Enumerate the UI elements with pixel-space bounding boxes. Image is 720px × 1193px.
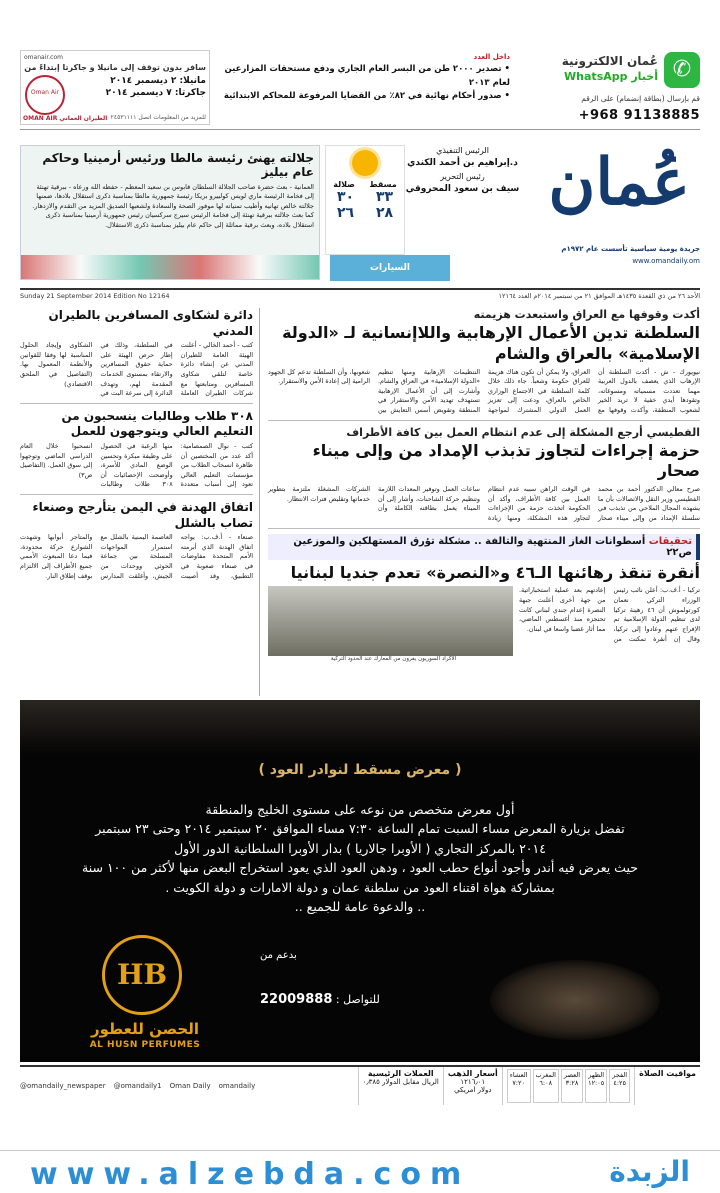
- muscat-hi: ٣٣: [375, 189, 394, 205]
- logo-area: [520, 135, 700, 285]
- exhibition-line: بمشاركة هواة اقتناء العود من سلطنة عمان و دولة الامارات و دولة الكويت .: [165, 879, 555, 895]
- article-turkey[interactable]: [268, 562, 700, 663]
- prayer-name: العشاء: [509, 1071, 528, 1079]
- contact-line[interactable]: [260, 992, 380, 1007]
- bottom-info-bar: [20, 1065, 700, 1105]
- article-aviation-body: كتب - أحمد الخالي - أعلنت الهيئة العامة للطيران المدني عن إنشاء دائرة خاصة لتلقي شكاوى المسافرين ومتابعتها مع شركات الطيران العاملة في السلطنة، وذلك في إطار حرص الهيئة على حماية حقوق المسافرين والارتقاء بمستوى الخدمات المقدمة لهم، وتهدف الدائرة إلى سرعة البت في الشكاوى وإيجاد الحلول المناسبة لها وفقا للقوانين والأنظمة المعمول بها. (التفاصيل في الملحق الاقتصادي): [20, 341, 253, 398]
- salalah-lo: ٢٦: [336, 205, 355, 221]
- prayer-name: العصر: [563, 1071, 581, 1079]
- prayer-isha: [507, 1069, 531, 1103]
- prayer-dhuhr: [585, 1069, 607, 1103]
- article-fuel-headline[interactable]: حزمة إجراءات لتجاوز تذبذب الإمداد من وإلى ميناء صحار: [312, 440, 700, 481]
- instagram-link[interactable]: @omandaily_newspaper: [20, 1082, 106, 1090]
- article-fuel-body: صرح معالي الدكتور أحمد بن محمد الفطيسي وزير النقل والاتصالات بأن ما يشهده المجال الملاحي من تذبذب في سلسلة الإمداد من وإلى ميناء صحار في الوقت الراهن سببه عدم انتظام العمل بين كافة الأطراف، وأكد أن الحكومة اتخذت حزمة من الإجراءات لتجاوز هذه المشكلة، ومنها زيادة ساعات العمل وتوفير المعدات اللازمة وتنظيم حركة الشاحنات، وأشار إلى أن الميناء يعمل بطاقته الكاملة وأن الشركات المشغلة ملتزمة بتطوير خدماتها وتقليص فترات الانتظار.: [268, 485, 700, 523]
- dateline-arabic: الأحد ٢٦ من ذي القعدة ١٤٣٥هـ الموافق ٢١ من سبتمبر ٢٠١٤م العدد ١٢١٦٤: [498, 292, 700, 300]
- prayer-time: ٦:٠٨: [539, 1079, 553, 1087]
- refugees-photo[interactable]: [268, 586, 513, 656]
- flags-banner: [21, 255, 319, 279]
- editors-box: [405, 145, 520, 196]
- gold-label: أسعار الذهب: [447, 1069, 498, 1078]
- oman-air-date-manila: مانيلا: ٢ ديسمبر ٢٠١٤: [110, 76, 206, 86]
- wood-banner-image: [20, 700, 700, 755]
- article-yemen[interactable]: [20, 500, 253, 585]
- prayer-label-text: مواقيت الصلاة: [639, 1069, 696, 1078]
- salalah-hi: ٣٠: [336, 189, 355, 205]
- whatsapp-phone[interactable]: +968 91138885: [578, 108, 700, 123]
- oman-air-site: omanair.com: [24, 54, 63, 61]
- site-footer: [0, 1150, 720, 1193]
- prayer-times-label: [634, 1067, 700, 1105]
- editor-label: رئيس التحرير: [440, 171, 485, 181]
- footer-brand[interactable]: الزبدة: [609, 1155, 690, 1188]
- oman-air-line: سافر بدون توقف إلى مانيلا و جاكرتا إبتداءً من: [24, 63, 206, 72]
- weather-box: [325, 145, 405, 255]
- sponsor-label: بدعم من: [260, 950, 297, 961]
- article-fuel-kicker: الفطيسي أرجع المشكلة إلى عدم انتظام العمل بين كافة الأطراف: [346, 425, 700, 439]
- article-turkey-photo-wrap: [268, 586, 519, 662]
- article-main-body: نيويورك - ش - أكدت السلطنة أن الإرهاب الذي يعصف بالدول العربية مهما تعددت مسمياته ومسوغاته، وتقودها أيدي خفية لا تريد الخير لشعوب المنطقة، وأكدت وقوفها مع العراق، ولا يمكن أن تكون هناك هزيمة للعراق حكومة وشعباً. جاء ذلك خلال كلمة السلطنة في الاجتماع الوزاري الخاص بالعراق، ودعت إلى تعزيز العمل الدولي المشترك لمواجهة التنظيمات الإرهابية ومنها تنظيم «الدولة الإسلامية» في العراق والشام. وأشارت إلى أن الأعمال الإرهابية تستهدف تهديد الأمن والاستقرار في المنطقة وتقويض أسس التعايش بين شعوبها، وأن السلطنة تدعم كل الجهود الرامية إلى إعادة الأمن والاستقرار.: [268, 367, 700, 415]
- prayer-name: الظهر: [588, 1071, 604, 1079]
- prayer-name: المغرب: [535, 1071, 556, 1079]
- editor-name: سيف بن سعود المحروقي: [405, 183, 520, 194]
- dateline: [20, 292, 700, 304]
- al-husn-english: AL HUSN PERFUMES: [89, 1040, 201, 1050]
- cars-supplement-badge[interactable]: السيارات: [330, 255, 450, 281]
- article-yemen-body: صنعاء - أ.ف.ب: يواجه اتفاق الهدنة الذي أبرمته الأمم المتحدة مفاوضات في صنعاء صعوبة في التطبيق، وقد أصيبت العاصمة اليمنية بالشلل مع استمرار المواجهات المسلحة بين جماعة الحوثي ووحدات من الجيش، وأغلقت المدارس والمتاجر أبوابها وشهدت الشوارع حركة محدودة، فيما دعا المبعوث الأممي جميع الأطراف إلى الالتزام بوقف إطلاق النار.: [20, 533, 253, 580]
- inside-item[interactable]: • تصدير ٢٠٠٠ طن من البسر العام الجاري ودفع مستحقات المزارعين لعام ٢٠١٣: [224, 64, 510, 88]
- oman-air-foot: للمزيد من المعلومات اتصل ٢٤٥٣١١١١: [110, 114, 206, 121]
- gold-value: ١٢١٦٫٠١: [460, 1078, 486, 1086]
- inside-issue-label: داخل العدد: [473, 53, 510, 61]
- prayer-time: ٣:٢٨: [565, 1079, 579, 1087]
- prayer-time: ١٢:٠٥: [588, 1079, 605, 1087]
- prayer-time: ٤:٢٥: [613, 1079, 626, 1087]
- exhibition-title: ( معرض مسقط لنوادر العود ): [258, 762, 462, 778]
- inside-item[interactable]: • صدور أحكام نهائية في ٨٢٪ من القضايا المرفوعة للمحاكم الابتدائية: [223, 91, 510, 102]
- twitter-link[interactable]: @omandaily1: [113, 1082, 162, 1090]
- refugees-photo-caption: الأكراد السوريون يفرون من المعارك عند الحدود التركية: [330, 656, 457, 663]
- gold-prices: [443, 1067, 502, 1105]
- article-turkey-headline[interactable]: أنقرة تنقذ رهائنها الـ٤٦ و«النصرة» تعدم جنديا لبنانيا: [290, 562, 700, 582]
- article-main-kicker: أكدت وقوفها مع العراق واستبعدت هزيمته: [473, 308, 700, 321]
- exhibition-body: [70, 800, 650, 916]
- weather-cities: [326, 180, 404, 189]
- prayer-fajr: [609, 1069, 630, 1103]
- top-strip: [20, 50, 700, 130]
- article-fuel[interactable]: [268, 426, 700, 529]
- article-aviation[interactable]: [20, 308, 253, 404]
- logo-subtitle: جريدة يومية سياسية تأسست عام ١٩٧٢م: [561, 245, 700, 253]
- gold-unit: دولار امريكي: [454, 1086, 492, 1094]
- facebook-link[interactable]: Oman Daily: [169, 1082, 211, 1090]
- prayer-maghrib: [533, 1069, 559, 1103]
- oud-wood-image: [490, 960, 660, 1040]
- exhibition-line: تفضل بزيارة المعرض مساء السبت تمام الساعة ٧:٣٠ مساء الموافق ٢٠ سبتمبر ٢٠١٤ وحتى ٢٣ سبتمبر: [95, 821, 625, 837]
- gas-investigation-tag: تحقيقات: [648, 535, 692, 547]
- prayer-times: [502, 1067, 634, 1105]
- weather-city-muscat: مسقط: [369, 180, 397, 189]
- exhibition-line: حيث يعرض فيه أندر وأجود أنواع حطب العود ، ودهن العود الذي يعود استخراج البعض منها لأكثر من ١٠٠ سنة: [82, 860, 638, 876]
- article-main[interactable]: [268, 308, 700, 421]
- article-turkey-body: تركيا - أ.ف.ب: أعلن نائب رئيس الوزراء التركي نعمان كورتولموش أن ٤٦ رهينة تركيا لدى تنظيم الدولة الإسلامية تم الإفراج عنهم وعادوا إلى تركيا، وقال إن أنقرة تمكنت من إعادتهم بعد عملية استخباراتية. من جهة أخرى أعلنت جبهة النصرة إعدام جندي لبناني كانت تحتجزه منذ أغسطس الماضي، مما أثار غضبا واسعا في لبنان.: [519, 586, 700, 643]
- youtube-link[interactable]: omandaily: [218, 1082, 256, 1090]
- prayer-asr: [561, 1069, 583, 1103]
- contact-phone[interactable]: 22009888: [260, 992, 333, 1007]
- article-main-headline[interactable]: السلطنة تدين الأعمال الإرهابية واللاإنسانية لـ «الدولة الإسلامية» بالعراق والشام: [282, 323, 700, 363]
- whatsapp-icon: ✆: [664, 52, 700, 88]
- oman-air-date-jakarta: جاكرتا: ٧ ديسمبر ٢٠١٤: [105, 87, 206, 98]
- weather-hi: [326, 189, 404, 205]
- currency-value: الريال مقابل الدولار ٠٫٣٨٥: [362, 1078, 439, 1086]
- article-yemen-headline[interactable]: اتفاق الهدنة في اليمن يتأرجح وصنعاء تصاب بالشلل: [32, 500, 253, 530]
- gas-investigation-text: أسطوانات الغاز المنتهية والتالفة .. مشكلة تؤرق المستهلكين والموزعين ص٢٢: [293, 535, 692, 558]
- al-husn-logo-icon: HB: [102, 935, 182, 1015]
- article-students[interactable]: [20, 409, 253, 495]
- masthead: [20, 135, 700, 290]
- whatsapp-line3: قم بإرسال (بطاقة إنضمام) على الرقم: [581, 94, 700, 103]
- article-students-headline[interactable]: ٣٠٨ طلاب وطالبات ينسحبون من التعليم العالي ويتوجهون للعمل: [61, 408, 253, 439]
- sun-icon: [352, 150, 378, 176]
- al-husn-arabic: الحصن للعطور: [91, 1020, 199, 1038]
- weather-city-salalah: صلالة: [333, 180, 355, 189]
- article-aviation-headline[interactable]: دائرة لشكاوى المسافرين بالطيران المدني: [48, 308, 253, 338]
- gas-investigation-bar[interactable]: [268, 534, 700, 560]
- social-links: [20, 1067, 259, 1105]
- oman-air-logo-icon: Oman Air: [25, 75, 65, 115]
- prayer-name: الفجر: [612, 1071, 628, 1079]
- newspaper-page: [20, 40, 700, 1150]
- oman-air-ad[interactable]: [20, 50, 210, 125]
- inside-issue: [220, 52, 510, 122]
- oman-air-name: الطيران العماني OMAN AIR: [23, 115, 108, 122]
- footer-url[interactable]: www.alzebda.com: [30, 1157, 471, 1192]
- currency-label: العملات الرئيسية: [367, 1069, 434, 1078]
- whatsapp-line1: عُمان الالكترونية: [561, 54, 658, 68]
- ceo-label: الرئيس التنفيذي: [436, 146, 489, 155]
- exhibition-line: ٢٠١٤ بالمركز التجاري ( الأوبرا جالاريا ) بدار الأوبرا السلطانية الدور الأول: [174, 840, 546, 856]
- exhibition-line: .. والدعوة عامة للجميع ..: [294, 898, 426, 914]
- main-stories-column: [268, 308, 700, 696]
- exhibition-line: أول معرض متخصص من نوعه على مستوى الخليج والمنطقة: [205, 802, 515, 817]
- article-students-body: كتب - نوال الصمصامية: أكد عدد من المختصين أن ظاهرة انسحاب الطلاب من مؤسسات التعليم العالي تعود إلى أسباب متعددة منها الرغبة في الحصول على وظيفة مبكرة وتحسين الوضع المادي للأسرة، وأوضحت الإحصائيات أن ٣٠٨ طلاب وطالبات انسحبوا خلال العام الدراسي الماضي وتوجهوا إلى سوق العمل. (التفاصيل ص٣): [20, 442, 253, 489]
- muscat-lo: ٢٨: [375, 205, 394, 221]
- royal-news-body: العمانية - بعث حضرة صاحب الجلالة السلطان قابوس بن سعيد المعظم - حفظه الله ورعاه - ببرقية تهنئة إلى فخامة الرئيسة ماري لويس كولييرو بريكا رئيسة جمهورية مالطا بمناسبة ذكرى استقلال بلادها، ضمنها جلالته خالص تهانيه وأطيب تمنياته لها موفور الصحة والسعادة ولشعبها الصديق المزيد من التقدم والازدهار. كما بعث جلالته ببرقية تهنئة إلى فخامة الرئيس سيرج سركسيان رئيس جمهورية أرمينيا بمناسبة ذكرى استقلال بلاده، وبعث برقية مماثلة إلى حاكم عام بيليز بمناسبة ذكرى الاستقلال.: [32, 183, 314, 229]
- royal-news-title: جلالته يهنئ رئيسة مالطا ورئيس أرمينيا وحاكم عام بيليز: [42, 151, 314, 179]
- royal-news-box[interactable]: [20, 145, 320, 280]
- weather-lo: [326, 205, 404, 221]
- logo-website[interactable]: www.omandaily.om: [632, 257, 700, 265]
- prayer-time: ٧:٢٠: [512, 1079, 525, 1087]
- whatsapp-line2: أخبار WhatsApp: [564, 70, 658, 83]
- contact-label: للتواصل :: [335, 993, 380, 1006]
- oud-exhibition-ad[interactable]: [20, 700, 700, 1062]
- side-stories-column: [20, 308, 260, 696]
- newspaper-logo[interactable]: عُمان: [548, 145, 690, 220]
- ceo-name: د.إبراهيم بن أحمد الكندي: [407, 158, 518, 168]
- currency-rates: [358, 1067, 443, 1105]
- whatsapp-ad[interactable]: [520, 50, 700, 125]
- dateline-english: Sunday 21 September 2014 Edition No 12164: [20, 292, 170, 300]
